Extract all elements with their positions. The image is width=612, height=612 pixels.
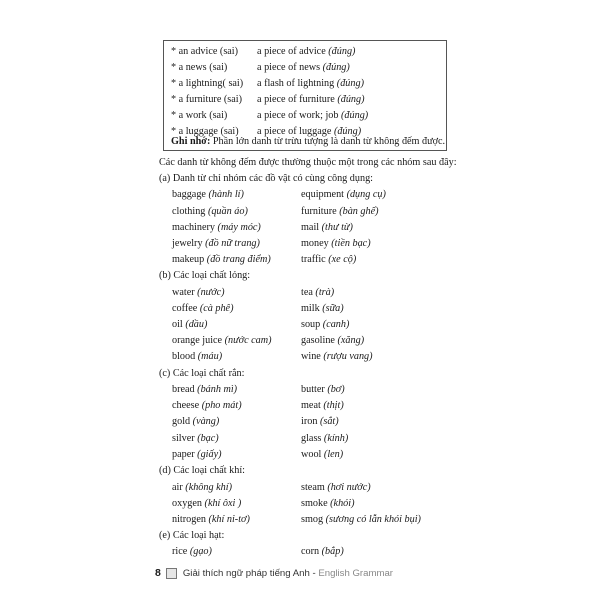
wrong-usage: * an advice (sai): [171, 46, 239, 57]
english-title: English Grammar: [318, 567, 393, 579]
wrong-usage: * a luggage (sai): [171, 126, 239, 137]
example-box: [163, 40, 447, 151]
group-heading: (e) Các loại hạt:: [159, 530, 225, 541]
square-icon: [166, 568, 177, 579]
correct-usage: a flash of lightning (đúng): [257, 78, 364, 89]
memo-label: Ghi nhớ:: [171, 136, 211, 147]
wrong-usage: * a lightning( sai): [171, 78, 244, 89]
intro-text: Các danh từ không đếm được thường thuộc một trong các nhóm sau đây:: [159, 157, 457, 168]
correct-usage: a piece of furniture (đúng): [257, 94, 365, 105]
group-heading: (c) Các loại chất rắn:: [159, 368, 245, 379]
wrong-usage: * a work (sai): [171, 110, 228, 121]
group-heading: (b) Các loại chất lỏng:: [159, 270, 251, 281]
correct-usage: a piece of luggage (đúng): [257, 126, 362, 137]
page-footer: [155, 566, 393, 580]
group-heading: (a) Danh từ chỉ nhóm các đồ vật có cùng công dụng:: [159, 173, 374, 184]
correct-usage: a piece of work; job (đúng): [257, 110, 369, 121]
wrong-usage: * a news (sai): [171, 62, 228, 73]
correct-usage: a piece of advice (đúng): [257, 46, 356, 57]
page-number: 8: [155, 567, 161, 579]
memo-text: Phần lớn danh từ trừu tượng là danh từ không đếm được.: [210, 136, 446, 147]
wrong-usage: * a furniture (sai): [171, 94, 242, 105]
correct-usage: a piece of news (đúng): [257, 62, 350, 73]
group-heading: (d) Các loại chất khí:: [159, 465, 245, 476]
book-title: Giải thích ngữ pháp tiếng Anh: [182, 567, 310, 579]
title-separator: -: [309, 567, 319, 579]
memo-note: [171, 136, 445, 147]
